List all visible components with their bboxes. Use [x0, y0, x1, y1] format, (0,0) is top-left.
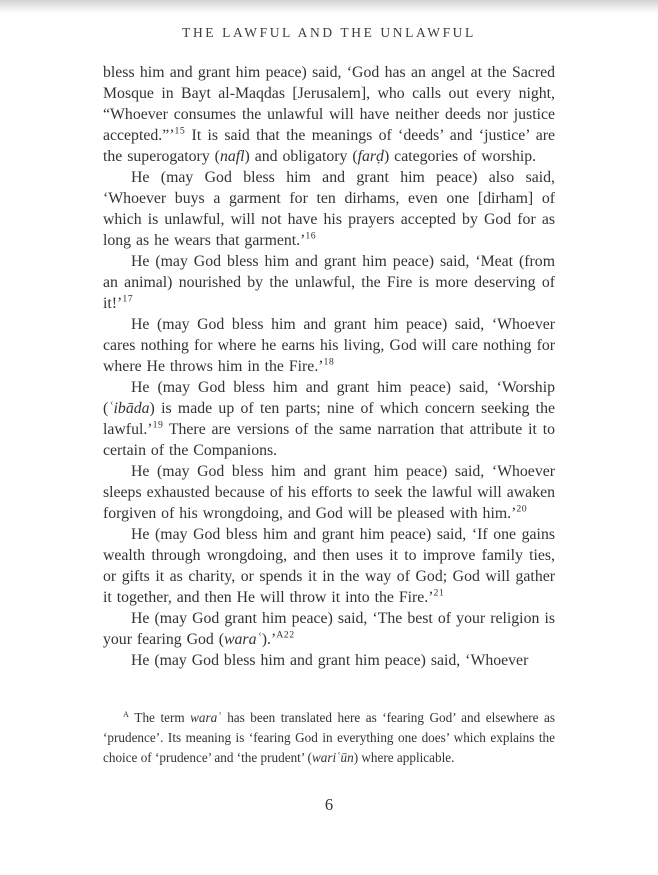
- note-reference: 15: [174, 125, 186, 137]
- text-segment: He (may God bless him and grant him peace) said, ‘Meat (from an animal) nourished by the unlawful, the Fire is more deserving of it!’: [103, 253, 555, 312]
- paragraph: [103, 314, 555, 377]
- paragraph: [103, 167, 555, 251]
- text-segment: ) and obligatory (: [244, 148, 358, 165]
- text-segment: waraʿ: [190, 710, 222, 725]
- text-segment: ʿibāda: [108, 400, 150, 417]
- paragraph: [103, 524, 555, 608]
- page-number: 6: [324, 795, 334, 814]
- text-segment: ) is made up of ten parts; nine of which concern seeking the lawful.’: [103, 400, 555, 438]
- scan-top-shade: [0, 0, 658, 13]
- note-reference: A22: [276, 629, 295, 641]
- footnote: [103, 708, 555, 768]
- text-segment: farḍ: [357, 148, 384, 165]
- body-text: [103, 62, 555, 671]
- text-segment: wariʿūn: [311, 750, 354, 765]
- note-reference: A: [123, 709, 130, 719]
- paragraph: [103, 650, 555, 671]
- text-segment: ) where applicable.: [353, 750, 455, 765]
- text-segment: ).’: [261, 631, 277, 648]
- text-segment: ) categories of worship.: [383, 148, 537, 165]
- note-reference: 16: [305, 230, 317, 242]
- note-reference: 21: [433, 587, 445, 599]
- paragraph: [103, 251, 555, 314]
- paragraph: [103, 461, 555, 524]
- text-segment: He (may God grant him peace) said, ‘The best of your religion is your fearing God (: [103, 610, 555, 648]
- text-segment: There are versions of the same narration that attribute it to certain of the Companions.: [103, 421, 555, 459]
- text-segment: He (may God bless him and grant him peace) said, ‘Worship (: [103, 379, 555, 417]
- text-segment: waraʿ: [224, 631, 262, 648]
- text-segment: nafl: [219, 148, 245, 165]
- paragraph: [103, 377, 555, 461]
- text-segment: bless him and grant him peace) said, ‘God has an angel at the Sacred Mosque in Bayt al-Maqdas [Jerusalem], who calls out every night, “Whoever consumes the unlawful will have neither deeds nor justice accepted.”’: [103, 64, 555, 144]
- running-header: THE LAWFUL AND THE UNLAWFUL: [182, 25, 476, 40]
- text-segment: The term: [134, 710, 191, 725]
- text-segment: He (may God bless him and grant him peace) also said, ‘Whoever buys a garment for ten dirhams, even one [dirham] of which is unlawful, will not have his prayers accepted by God for as long as he wears that garment.’: [103, 169, 555, 249]
- text-segment: has been translated here as ‘fearing God’ and elsewhere as ‘prudence’. Its meaning is ‘fearing God in everything one does’ which explains the choice of ‘prudence’ and ‘the prudent’ (: [103, 710, 555, 765]
- note-reference: 18: [323, 356, 335, 368]
- text-segment: He (may God bless him and grant him peace) said, ‘Whoever sleeps exhausted because of his efforts to seek the lawful will awaken forgiven of his wrongdoing, and God will be pleased with him.’: [103, 463, 555, 522]
- paragraph: [103, 62, 555, 167]
- note-reference: 17: [122, 293, 134, 305]
- note-reference: 20: [516, 503, 528, 515]
- text-segment: He (may God bless him and grant him peace) said, ‘Whoever: [131, 652, 529, 669]
- text-segment: It is said that the meanings of ‘deeds’ and ‘justice’ are the superogatory (: [103, 127, 555, 165]
- text-segment: He (may God bless him and grant him peace) said, ‘Whoever cares nothing for where he earns his living, God will care nothing for where He throws him in the Fire.’: [103, 316, 555, 375]
- note-reference: 19: [152, 419, 164, 431]
- paragraph: [103, 608, 555, 650]
- text-segment: He (may God bless him and grant him peace) said, ‘If one gains wealth through wrongdoing, and then uses it to improve family ties, or gifts it as charity, or spends it in the way of God; God will gather it together, and then He will throw it into the Fire.’: [103, 526, 555, 606]
